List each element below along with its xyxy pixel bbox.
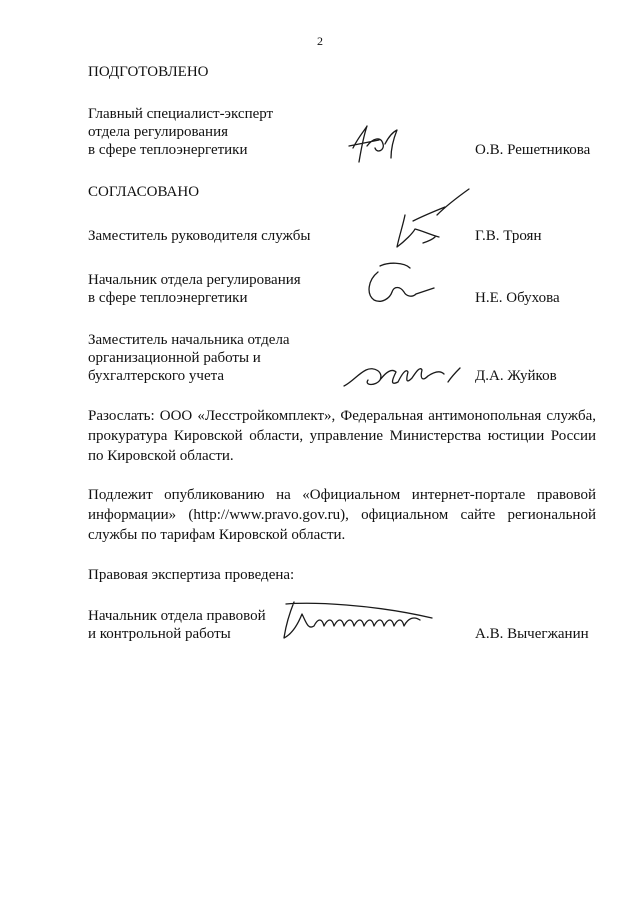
signature-obukhova (360, 258, 440, 308)
publication-line-2: информации» (http://www.pravo.gov.ru), официальном сайте региональной (88, 507, 596, 523)
page-number: 2 (317, 34, 323, 48)
distribution-line-3: по Кировской области. (88, 448, 234, 464)
agreed-heading: СОГЛАСОВАНО (88, 184, 200, 200)
legal-name: А.В. Вычегжанин (475, 626, 589, 642)
agreed-name-1: Г.В. Троян (475, 228, 542, 244)
legal-role-line-2: и контрольной работы (88, 626, 231, 642)
legal-role-line-1: Начальник отдела правовой (88, 608, 266, 624)
prepared-name: О.В. Решетникова (475, 142, 591, 158)
signature-reshetnikova (345, 118, 405, 170)
prepared-role-line-3: в сфере теплоэнергетики (88, 142, 248, 158)
distribution-line-2: прокуратура Кировской области, управление Министерства юстиции России (88, 428, 596, 444)
agreed-role-3-line-2: организационной работы и (88, 350, 261, 366)
distribution-line-1: Разослать: ООО «Лесстройкомплект», Федеральная антимонопольная служба, (88, 408, 596, 424)
agreed-role-3-line-3: бухгалтерского учета (88, 368, 225, 384)
publication-line-1: Подлежит опубликованию на «Официальном интернет-портале правовой (88, 487, 596, 503)
agreed-name-2: Н.Е. Обухова (475, 290, 560, 306)
distribution-paragraph (88, 406, 596, 466)
publication-line-3: службы по тарифам Кировской области. (88, 527, 346, 543)
legal-review-statement: Правовая экспертиза проведена: (88, 567, 295, 583)
signature-vychegzhanin (272, 594, 440, 646)
agreed-role-3-line-1: Заместитель начальника отдела (88, 332, 290, 348)
agreed-role-1-line-1: Заместитель руководителя службы (88, 228, 311, 244)
agreed-role-2-line-2: в сфере теплоэнергетики (88, 290, 248, 306)
agreed-role-2-line-1: Начальник отдела регулирования (88, 272, 301, 288)
prepared-heading: ПОДГОТОВЛЕНО (88, 64, 209, 80)
prepared-role-line-1: Главный специалист-эксперт (88, 106, 274, 122)
signature-zhuykov (340, 352, 465, 394)
agreed-name-3: Д.А. Жуйков (475, 368, 557, 384)
prepared-role-line-2: отдела регулирования (88, 124, 229, 140)
signature-troyan (375, 185, 475, 255)
publication-paragraph (88, 485, 596, 545)
